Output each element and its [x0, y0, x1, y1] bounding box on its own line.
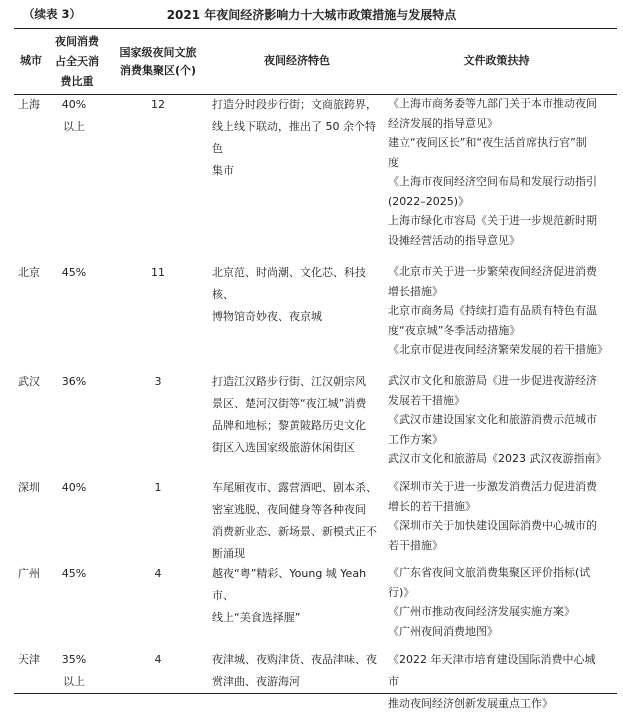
- policy-line: 《深圳市关于加快建设国际消费中心城市的: [388, 519, 597, 532]
- policy-line: 建立“夜间区长”和“夜生活首席执行官”制: [388, 136, 587, 149]
- policy-line: 增长措施》: [388, 284, 443, 298]
- city-cell: 北京: [18, 266, 40, 279]
- header-features: 夜间经济特色: [264, 54, 330, 67]
- policy-list: [388, 262, 606, 360]
- features-line: 越夜“粤”精彩、Young 城 Yeah 市、: [212, 567, 367, 602]
- policy-line: 《广东省夜间文旅消费集聚区评价指标(试: [388, 566, 591, 579]
- header-clusters-line: 国家级夜间文旅: [119, 46, 197, 59]
- policy-line: 《2022 年天津市培育建设国际消费中心城市: [388, 653, 596, 688]
- city-cell: 天津: [18, 653, 40, 666]
- features-line: 密室逃脱、夜间健身等各种夜间: [212, 503, 366, 516]
- policy-line: 《广州夜间消费地图》: [388, 624, 498, 638]
- policy-line: 《广州市推动夜间经济发展实施方案》: [388, 605, 575, 618]
- share-line: 40%: [61, 98, 87, 111]
- city-cell: 上海: [18, 98, 40, 111]
- policy-line: 行)》: [388, 585, 415, 599]
- features-line: 打造分时段步行街；文商旅跨界，: [212, 98, 377, 111]
- header-clusters: [110, 44, 206, 80]
- header-clusters-line: 消费集聚区(个): [119, 64, 197, 77]
- policy-line: 《北京市促进夜间经济繁荣发展的若干措施》: [388, 343, 608, 356]
- share-cell: [52, 94, 96, 138]
- policy-line: 度: [388, 155, 399, 169]
- features-line: 消费新业态、新场景、新模式正不: [212, 525, 377, 538]
- header-share-line: 费比重: [60, 75, 94, 88]
- share-line: 35%: [61, 653, 87, 666]
- clusters-cell: 1: [154, 481, 162, 494]
- share-line: 45%: [61, 266, 87, 279]
- clusters-cell: 4: [154, 567, 162, 580]
- share-line: 45%: [61, 567, 87, 580]
- features-cell: [212, 262, 384, 328]
- header-share: [48, 32, 106, 92]
- features-line: 赏津曲、夜游海河: [212, 675, 300, 688]
- features-cell: [212, 563, 384, 629]
- policy-line: (2022–2025)》: [388, 194, 470, 208]
- header-policies: 文件政策扶持: [463, 54, 530, 67]
- share-cell: [52, 477, 96, 499]
- continued-label: （续表 3）: [23, 7, 82, 21]
- policy-line: 《深圳市关于进一步激发消费活力促进消费: [388, 480, 597, 493]
- policy-line: 增长的若干措施》: [388, 499, 476, 513]
- share-line: 以上: [63, 120, 85, 133]
- policy-line: 《北京市关于进一步繁荣夜间经济促进消费: [388, 265, 597, 278]
- policy-list: [388, 563, 606, 641]
- city-cell: 武汉: [18, 375, 40, 388]
- share-line: 36%: [61, 375, 87, 388]
- policy-line: 经济发展的指导意见》: [388, 116, 498, 130]
- table-title: 2021 年夜间经济影响力十大城市政策措施与发展特点: [166, 8, 457, 22]
- policy-line: 设摊经营活动的指导意见》: [388, 233, 520, 247]
- features-line: 街区入选国家级旅游休闲街区: [212, 441, 355, 454]
- policy-line: 若干措施》: [388, 538, 443, 552]
- policy-line: 《武汉市建设国家文化和旅游消费示范城市: [388, 413, 597, 426]
- policy-line: 《上海市夜间经济空间布局和发展行动指引: [388, 175, 597, 188]
- features-line: 线上“美食选择腥”: [212, 611, 301, 624]
- city-cell: 广州: [18, 567, 40, 580]
- features-line: 车尾厢夜市、露营酒吧、剧本杀、: [212, 481, 377, 494]
- features-line: 北京范、时尚潮、文化芯、科技核、: [212, 266, 366, 301]
- table-title-row: [0, 6, 623, 24]
- features-line: 品牌和地标；黎黄陂路历史文化: [212, 419, 366, 432]
- header-city: 城市: [20, 54, 42, 67]
- policy-list: [388, 649, 606, 715]
- features-cell: [212, 477, 384, 565]
- features-line: 打造江汉路步行街、江汉朝宗风: [212, 375, 366, 388]
- policy-line: 《上海市商务委等九部门关于本市推动夜间: [388, 97, 597, 110]
- share-cell: [52, 649, 96, 693]
- city-cell: 深圳: [18, 481, 40, 494]
- policy-line: 推动夜间经济创新发展重点工作》: [388, 697, 553, 710]
- policy-line: 工作方案》: [388, 432, 443, 446]
- clusters-cell: 3: [154, 375, 162, 388]
- features-line: 集市: [212, 164, 234, 177]
- features-cell: [212, 94, 384, 182]
- share-cell: [52, 563, 96, 585]
- share-line: 40%: [61, 481, 87, 494]
- features-line: 夜津城、夜购津货、夜品津味、夜: [212, 653, 377, 666]
- policy-list: [388, 371, 606, 469]
- clusters-cell: 11: [151, 266, 165, 279]
- clusters-cell: 12: [151, 98, 165, 111]
- features-cell: [212, 371, 384, 459]
- policy-line: 武汉市文化和旅游局《进一步促进夜游经济: [388, 374, 597, 387]
- policy-list: [388, 477, 606, 555]
- policy-list: [388, 94, 606, 250]
- features-line: 景区、楚河汉街等“夜江城”消费: [212, 397, 367, 410]
- features-line: 断涌现: [212, 547, 245, 560]
- header-share-line: 夜间消费: [55, 35, 99, 48]
- share-cell: [52, 262, 96, 284]
- policy-line: 北京市商务局《持续打造有品质有特色有温: [388, 304, 597, 317]
- clusters-cell: 4: [154, 653, 162, 666]
- share-cell: [52, 371, 96, 393]
- policy-line: 武汉市文化和旅游局《2023 武汉夜游指南》: [388, 452, 607, 465]
- features-cell: [212, 649, 384, 693]
- policy-line: 发展若干措施》: [388, 393, 465, 407]
- share-line: 以上: [63, 675, 85, 688]
- header-share-line: 占全天消: [55, 55, 99, 68]
- features-line: 博物馆奇妙夜、夜京城: [212, 310, 322, 323]
- features-line: 线上线下联动，推出了 50 余个特色: [212, 120, 376, 155]
- top-rule: [14, 28, 617, 29]
- policy-line: 度“夜京城”冬季活动措施》: [388, 323, 521, 337]
- policy-line: 上海市绿化市容局《关于进一步规范新时期: [388, 214, 597, 227]
